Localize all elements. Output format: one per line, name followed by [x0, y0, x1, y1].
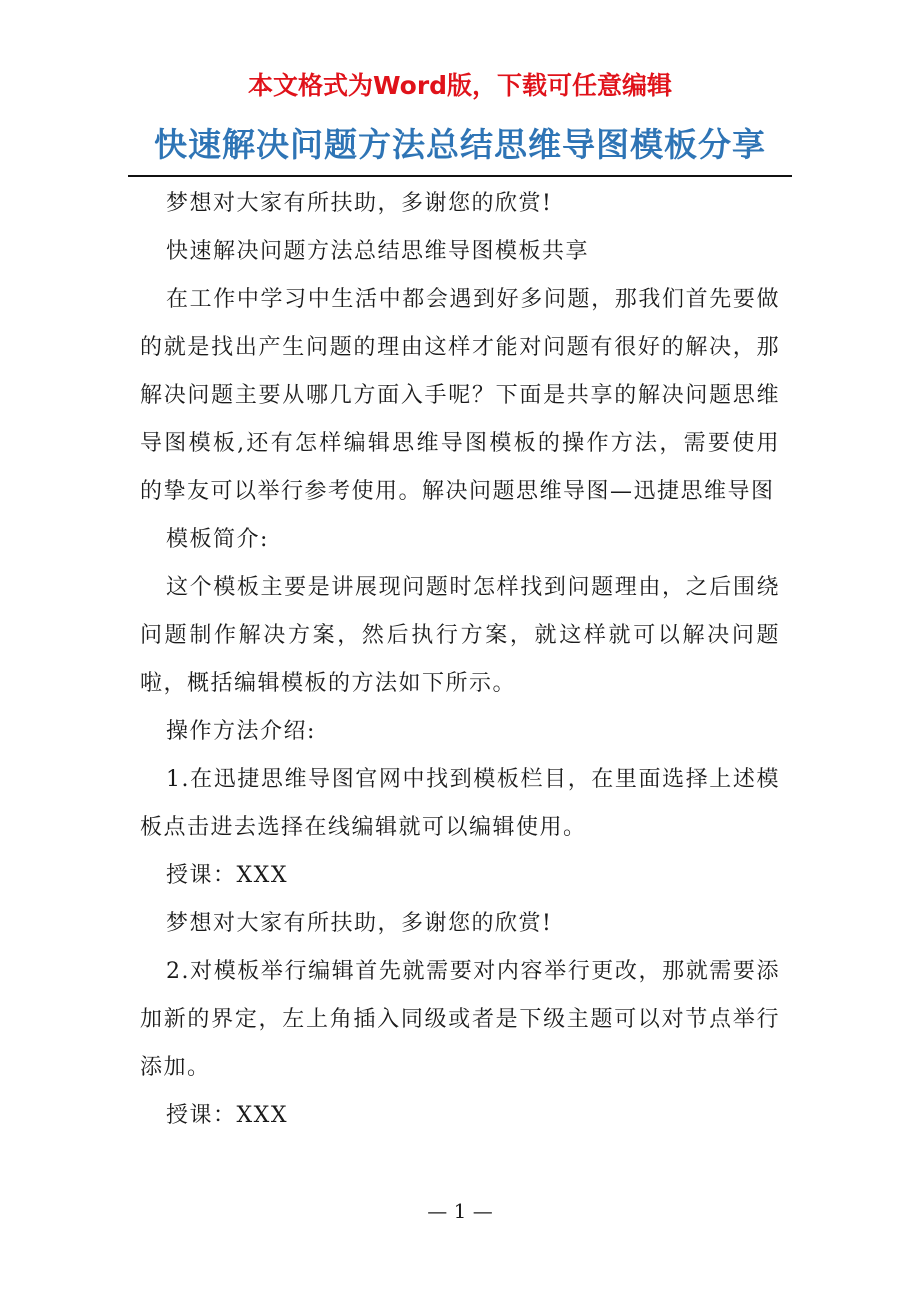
paragraph: 授课：XXX	[166, 863, 288, 888]
document-body	[140, 180, 780, 1140]
paragraph: 梦想对大家有所扶助，多谢您的欣赏!	[166, 911, 553, 936]
paragraph: 操作方法介绍:	[166, 719, 316, 744]
paragraph: 2.对模板举行编辑首先就需要对内容举行更改，那就需要添加新的界定，左上角插入同级或者是下级主题可以对节点举行添加。	[140, 959, 780, 1080]
paragraph: 这个模板主要是讲展现问题时怎样找到问题理由，之后围绕问题制作解决方案，然后执行方案，就这样就可以解决问题啦，概括编辑模板的方法如下所示。	[140, 575, 780, 696]
paragraph: 梦想对大家有所扶助，多谢您的欣赏!	[166, 191, 553, 216]
paragraph: 在工作中学习中生活中都会遇到好多问题，那我们首先要做的就是找出产生问题的理由这样才能对问题有很好的解决，那解决问题主要从哪几方面入手呢？下面是共享的解决问题思维导图模板,还有怎样编辑思维导图模板的操作方法，需要使用的挚友可以举行参考使用。解决问题思维导图—迅捷思维导图	[140, 287, 780, 504]
paragraph: 模板简介:	[166, 527, 269, 552]
format-banner: 本文格式为Word版，下载可任意编辑	[247, 71, 673, 100]
title-divider	[128, 175, 792, 177]
paragraph: 1.在迅捷思维导图官网中找到模板栏目，在里面选择上述模板点击进去选择在线编辑就可以编辑使用。	[140, 767, 780, 840]
page-number: — 1 —	[427, 1199, 493, 1223]
document-title: 快速解决问题方法总结思维导图模板分享	[154, 125, 766, 164]
paragraph: 快速解决问题方法总结思维导图模板共享	[166, 239, 590, 264]
paragraph: 授课：XXX	[166, 1103, 288, 1128]
